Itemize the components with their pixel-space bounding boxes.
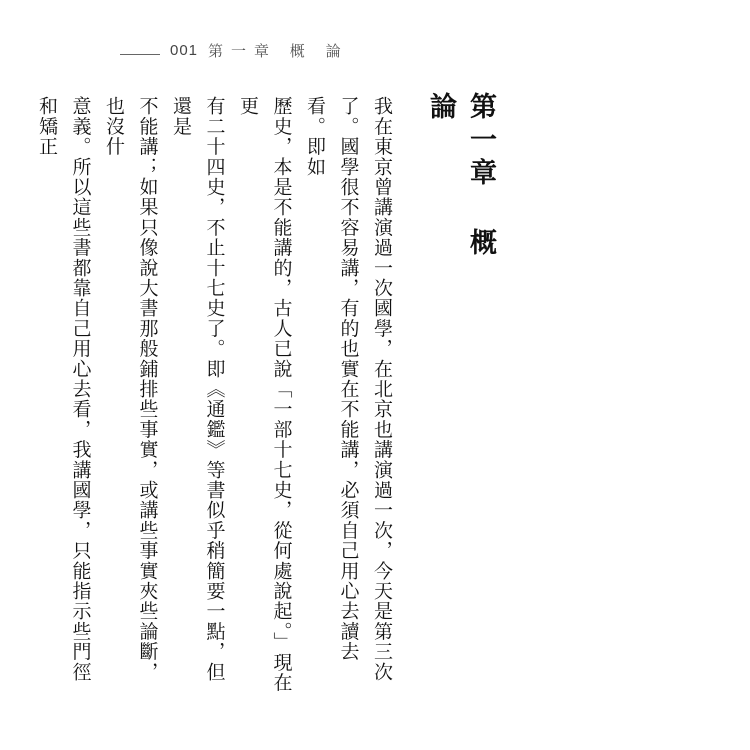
text-line: 不能講；如果只像說大書那般鋪排些事實，或講些事實夾些論斷，也沒什 bbox=[103, 96, 159, 682]
text-line: 歷史，本是不能講的，古人已說「一部十七史，從何處說起。」現在更 bbox=[237, 96, 293, 693]
page-number: 001 bbox=[170, 42, 199, 59]
running-title: 第一章 概 論 bbox=[208, 42, 349, 60]
chapter-title: 第一章 概 論 bbox=[425, 92, 496, 261]
text-line: 有二十四史，不止十七史了。即《通鑑》等書似乎稍簡要一點，但還是 bbox=[170, 96, 226, 682]
running-header bbox=[120, 40, 349, 61]
text-line: 我在東京曾講演過一次國學，在北京也講演過一次，今天是第三次 bbox=[371, 96, 393, 682]
header-rule bbox=[120, 54, 160, 55]
body-text bbox=[36, 96, 398, 698]
text-line: 意義。所以這些書都靠自己用心去看，我講國學，只能指示些門徑和矯正 bbox=[36, 96, 92, 682]
text-line: 了。國學很不容易講，有的也實在不能講，必須自己用心去讀去看。即如 bbox=[304, 96, 360, 662]
